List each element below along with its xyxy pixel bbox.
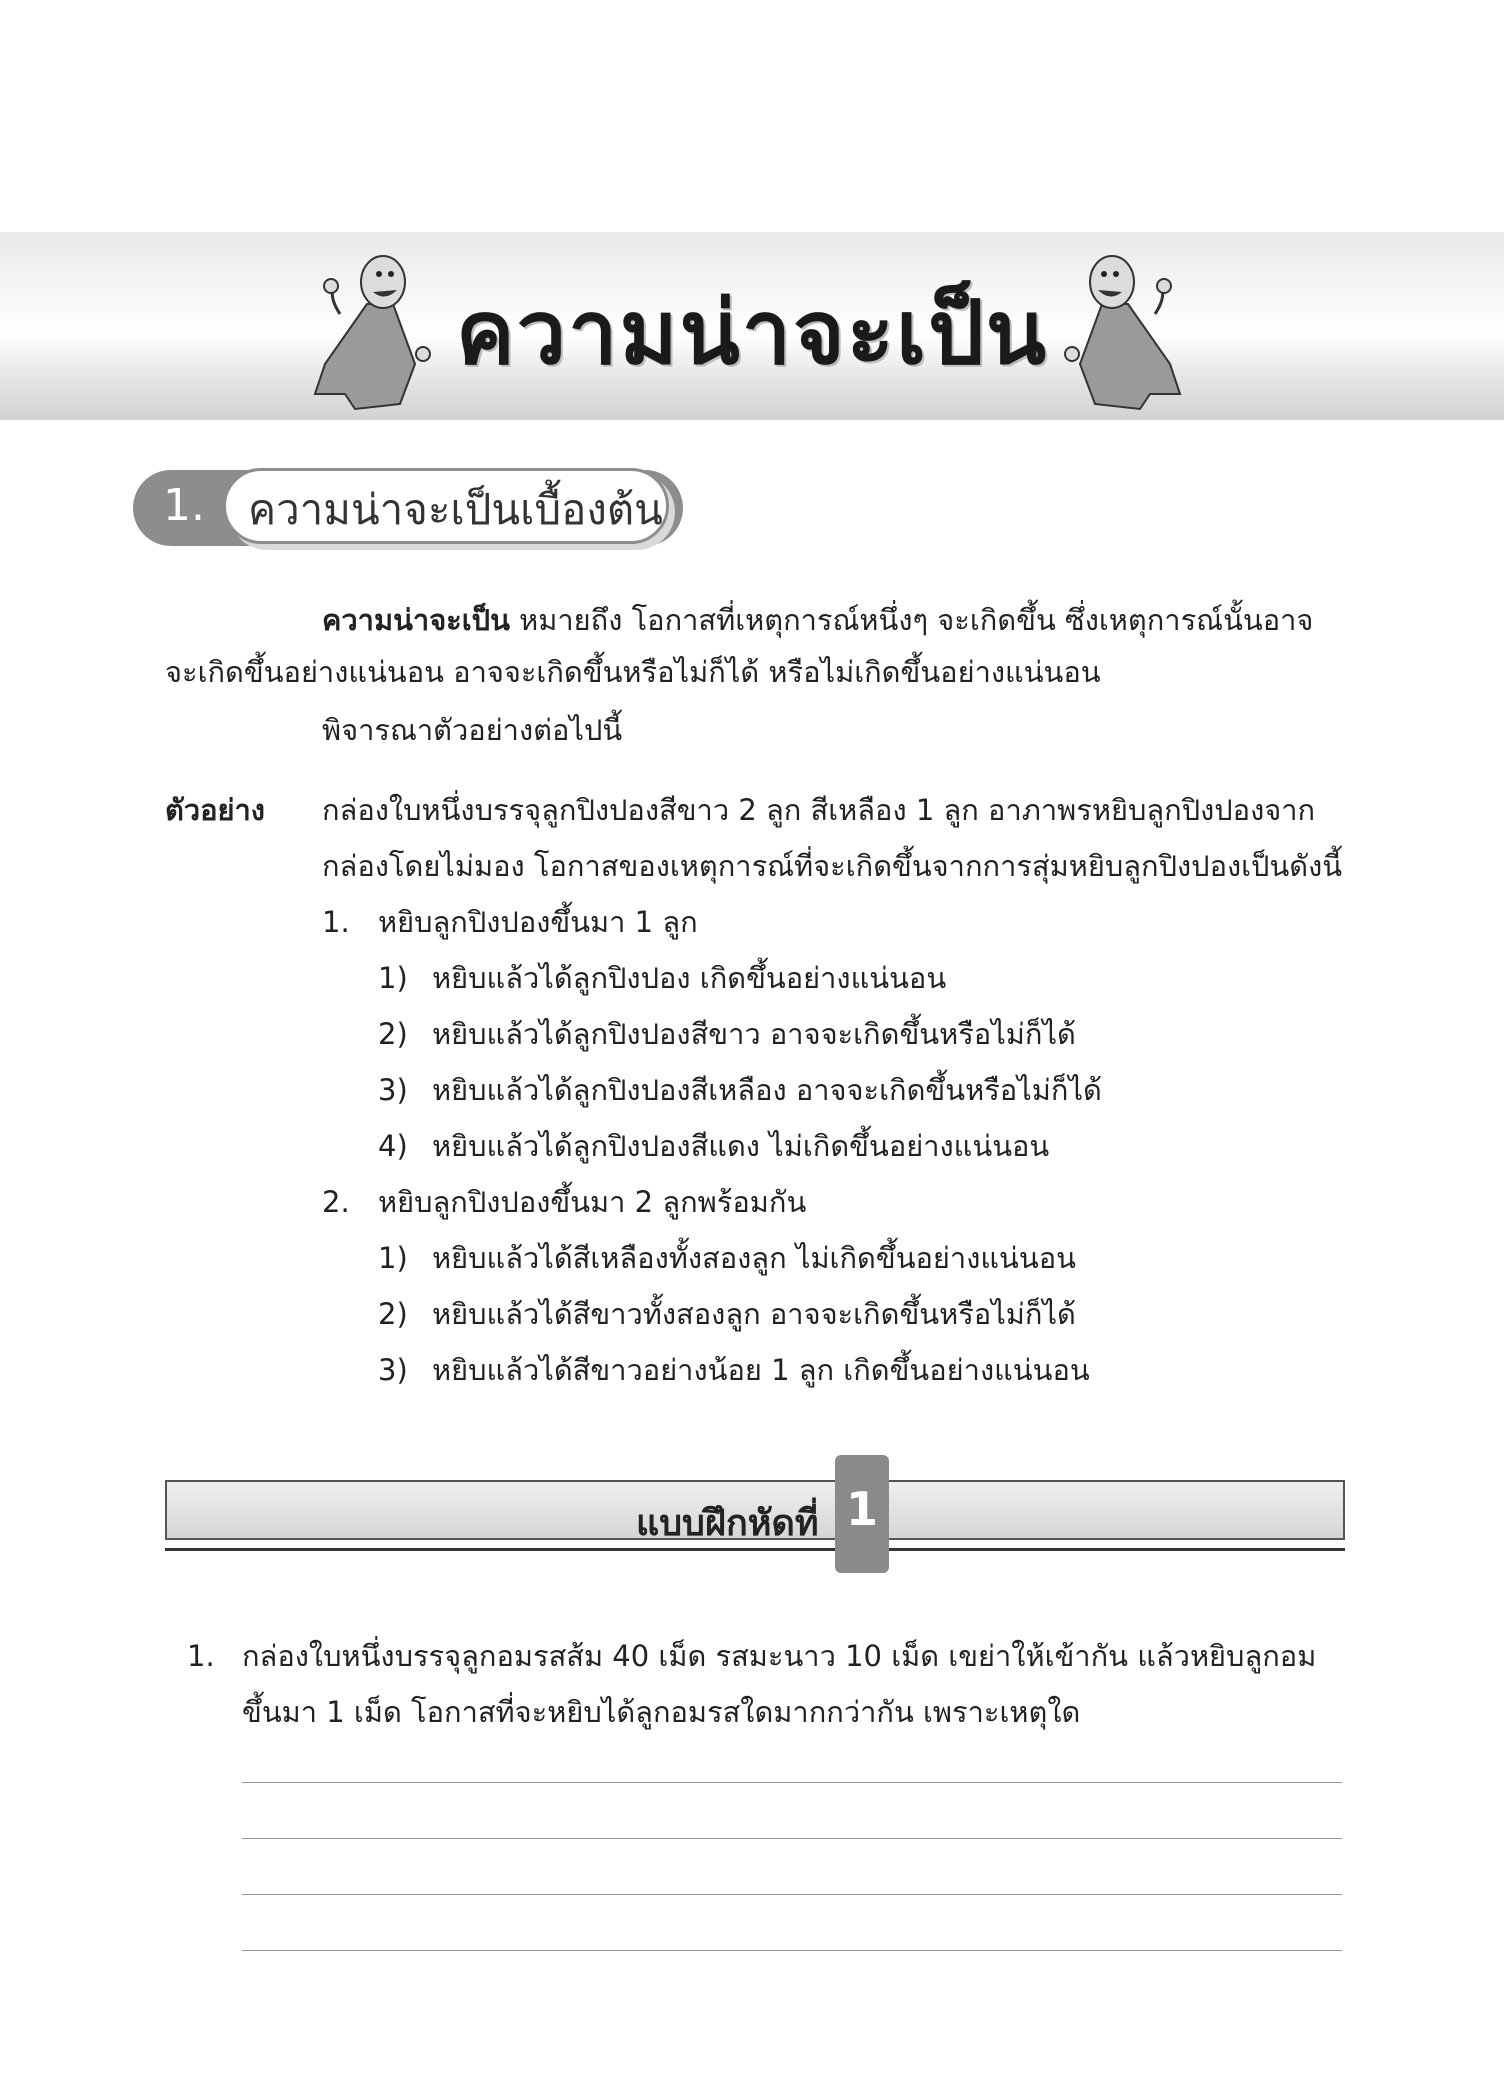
case-item-number: 1) [378,1241,408,1275]
case-text: หยิบลูกปิงปองขึ้นมา 1 ลูก [378,905,698,939]
section-heading [133,470,683,546]
case-item-text: หยิบแล้วได้สีขาวอย่างน้อย 1 ลูก เกิดขึ้นอย่างแน่นอน [432,1353,1090,1387]
case-item-text: หยิบแล้วได้ลูกปิงปอง เกิดขึ้นอย่างแน่นอน [432,961,947,995]
intro-definition: หมายถึง โอกาสที่เหตุการณ์หนึ่งๆ จะเกิดขึ้น ซึ่งเหตุการณ์นั้นอาจ [509,603,1314,637]
question-line-1: กล่องใบหนึ่งบรรจุลูกอมรสส้ม 40 เม็ด รสมะนาว 10 เม็ด เขย่าให้เข้ากัน แล้วหยิบลูกอม [242,1639,1317,1673]
chapter-title: ความน่าจะเป็น [455,281,1049,384]
case-item-text: หยิบแล้วได้สีขาวทั้งสองลูก อาจจะเกิดขึ้นหรือไม่ก็ได้ [432,1297,1076,1331]
case-item-number: 2) [378,1017,408,1051]
case-item-number: 1) [378,961,408,995]
question-number: 1. [187,1639,215,1673]
section-number: 1. [163,480,205,531]
case-item-text: หยิบแล้วได้สีเหลืองทั้งสองลูก ไม่เกิดขึ้นอย่างแน่นอน [432,1241,1076,1275]
case-item-text: หยิบแล้วได้ลูกปิงปองสีขาว อาจจะเกิดขึ้นหรือไม่ก็ได้ [432,1017,1076,1051]
answer-line[interactable] [242,1782,1342,1783]
example-label: ตัวอย่าง [165,793,265,827]
intro-line-2: จะเกิดขึ้นอย่างแน่นอน อาจจะเกิดขึ้นหรือไม่ก็ได้ หรือไม่เกิดขึ้นอย่างแน่นอน [165,655,1101,689]
answer-line[interactable] [242,1838,1342,1839]
answer-line[interactable] [242,1894,1342,1895]
case-text: หยิบลูกปิงปองขึ้นมา 2 ลูกพร้อมกัน [378,1185,807,1219]
case-item-number: 2) [378,1297,408,1331]
question-line-2: ขึ้นมา 1 เม็ด โอกาสที่จะหยิบได้ลูกอมรสใดมากกว่ากัน เพราะเหตุใด [242,1695,1081,1729]
exercise-number: 1 [845,1482,878,1536]
case-item-number: 4) [378,1129,408,1163]
intro-line-3: พิจารณาตัวอย่างต่อไปนี้ [322,713,623,747]
exercise-label: แบบฝึกหัดที่ [636,1503,819,1544]
section-title-box [223,468,669,544]
intro-term: ความน่าจะเป็น [322,603,510,637]
example-line-1: กล่องใบหนึ่งบรรจุลูกปิงปองสีขาว 2 ลูก สีเหลือง 1 ลูก อาภาพรหยิบลูกปิงปองจาก [322,793,1316,827]
intro-line-1 [322,592,1313,648]
case-item-number: 3) [378,1073,408,1107]
answer-line[interactable] [242,1950,1342,1951]
case-number: 1. [322,905,350,939]
case-number: 2. [322,1185,350,1219]
case-item-text: หยิบแล้วได้ลูกปิงปองสีแดง ไม่เกิดขึ้นอย่างแน่นอน [432,1129,1050,1163]
case-item-text: หยิบแล้วได้ลูกปิงปองสีเหลือง อาจจะเกิดขึ้นหรือไม่ก็ได้ [432,1073,1102,1107]
case-item-number: 3) [378,1353,408,1387]
example-line-2: กล่องโดยไม่มอง โอกาสของเหตุการณ์ที่จะเกิดขึ้นจากการสุ่มหยิบลูกปิงปองเป็นดังนี้ [322,849,1343,883]
section-title: ความน่าจะเป็นเบื้องต้น [248,485,663,534]
